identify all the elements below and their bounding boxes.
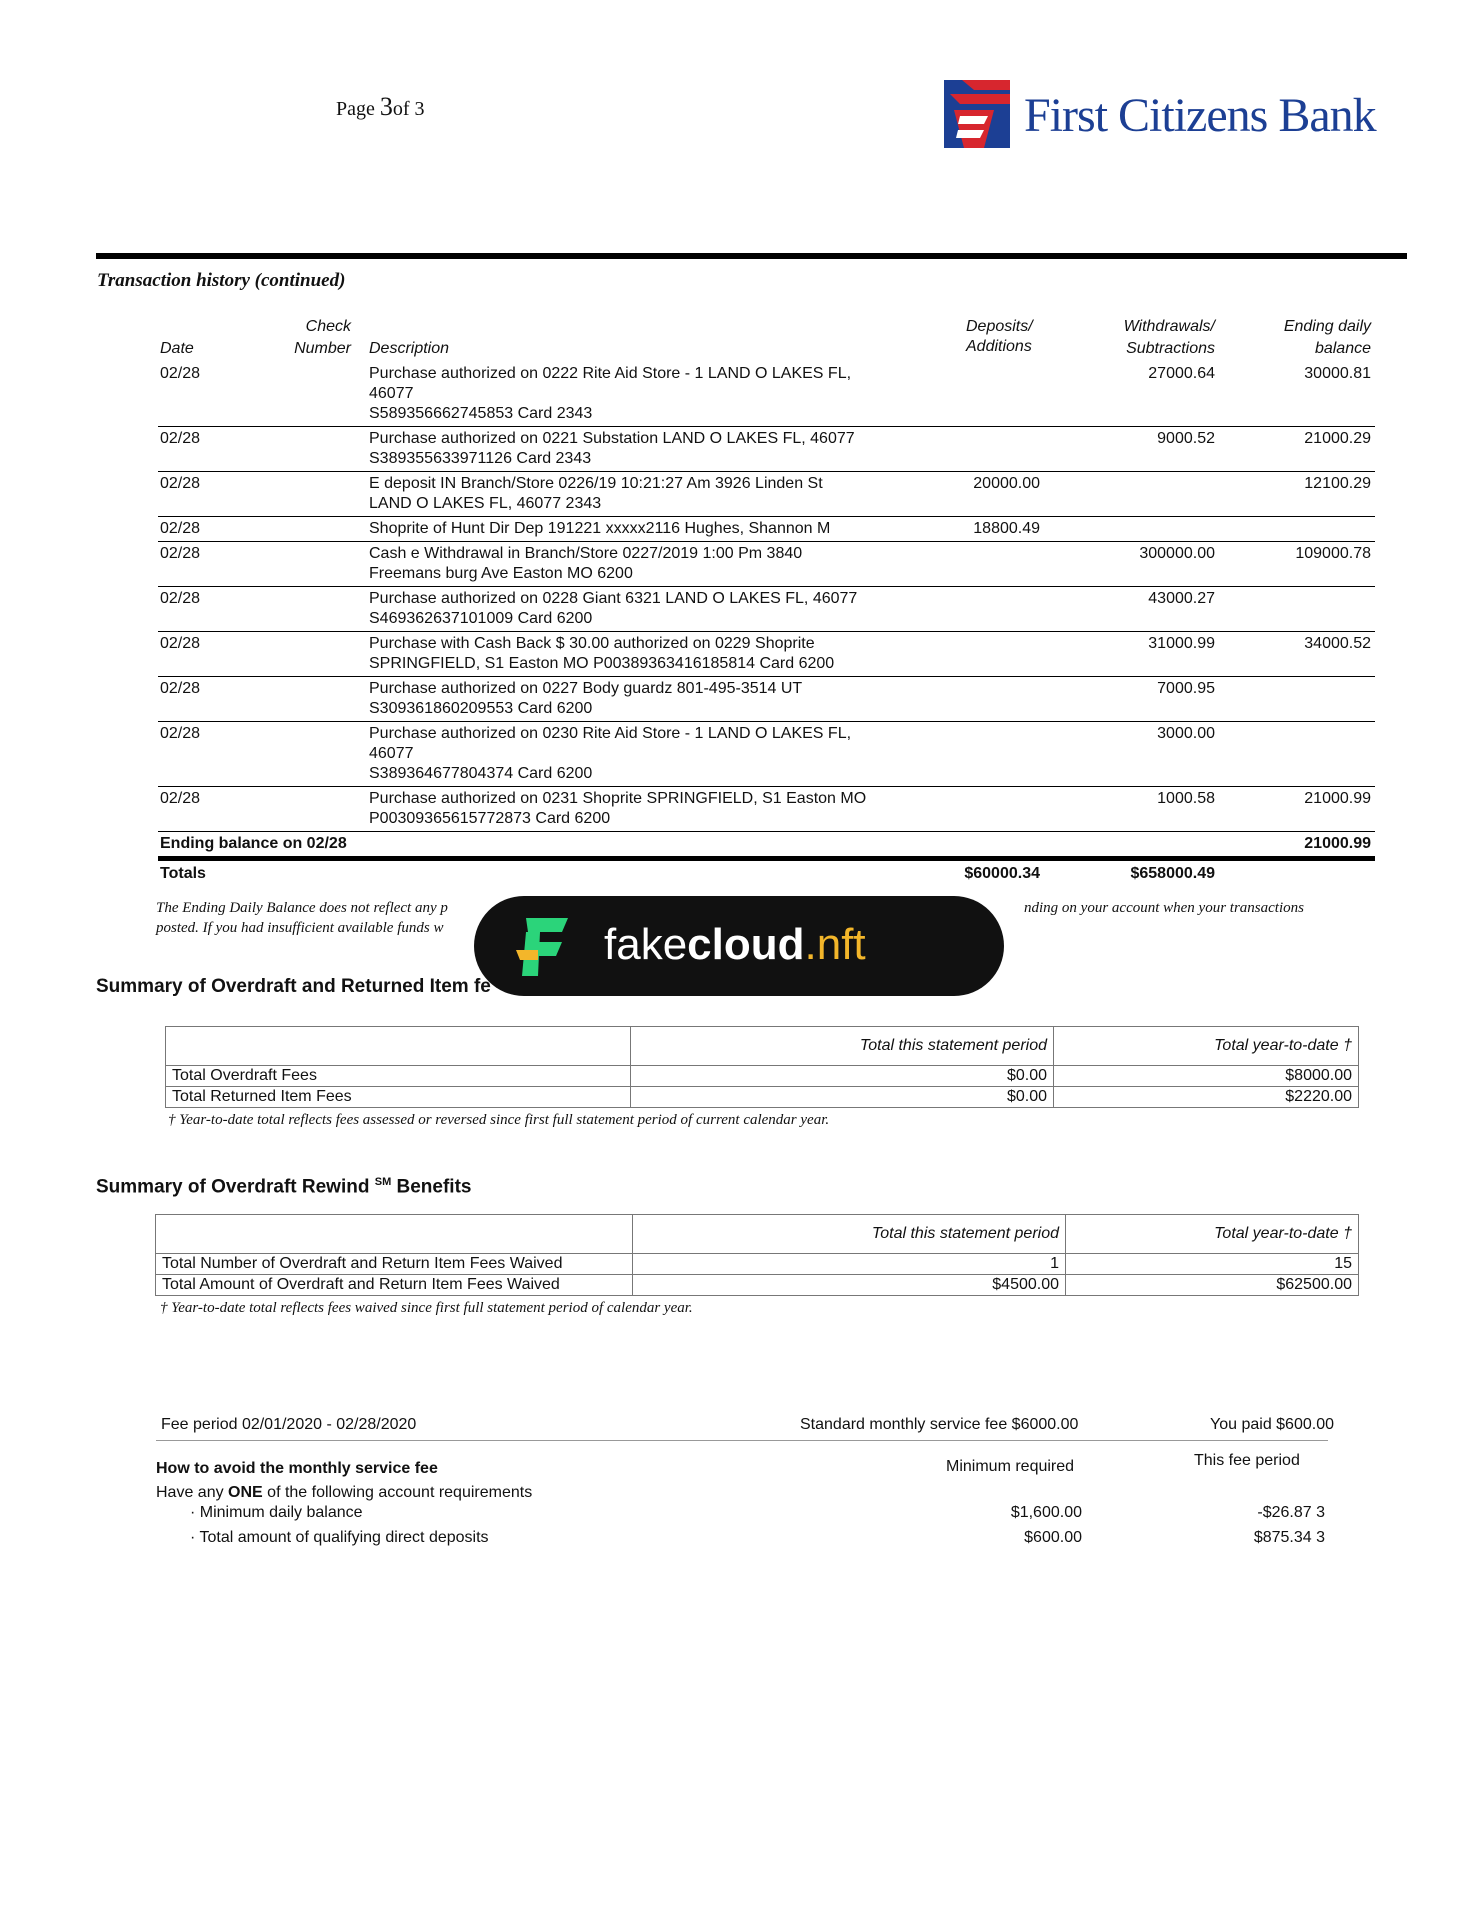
requirement-actual: -$26.87 3 <box>1257 1504 1325 1521</box>
row-description <box>369 427 909 471</box>
description-line: S309361860209553 Card 6200 <box>369 700 593 717</box>
bank-logo <box>944 80 1434 156</box>
description-line: P00309365615772873 Card 6200 <box>369 810 611 827</box>
row-ytd: $8000.00 <box>1054 1066 1359 1087</box>
col-withdrawals-2: Subtractions <box>1126 340 1215 357</box>
row-label: Total Amount of Overdraft and Return Item Fees Waived <box>156 1275 633 1296</box>
col-balance-2: balance <box>1314 340 1371 357</box>
row-balance: 21000.29 <box>1304 430 1371 447</box>
description-line: S469362637101009 Card 6200 <box>369 610 593 627</box>
requirement-min: $1,600.00 <box>1010 1504 1082 1521</box>
row-withdrawal: 1000.58 <box>1157 790 1215 807</box>
row-description <box>369 587 909 631</box>
row-balance: 12100.29 <box>1304 475 1371 492</box>
row-date: 02/28 <box>160 430 201 447</box>
row-period: 1 <box>633 1254 1066 1275</box>
description-line: 46077 <box>369 385 414 402</box>
row-description <box>369 472 909 516</box>
table-row <box>158 587 1375 632</box>
requirement-min: $600.00 <box>1024 1529 1082 1546</box>
totals-deposits: $60000.34 <box>964 865 1040 882</box>
row-period: $0.00 <box>631 1087 1054 1108</box>
fakecloud-logo-icon <box>516 916 572 978</box>
description-line: Purchase authorized on 0228 Giant 6321 LAND O LAKES FL, 46077 <box>369 590 858 607</box>
col-check-2: Number <box>294 340 351 357</box>
table-row <box>156 1275 1359 1296</box>
ending-balance-row <box>158 832 1375 861</box>
page-number-label: Page 3of 3 <box>336 92 425 121</box>
col-description: Description <box>369 340 450 357</box>
description-line: Cash e Withdrawal in Branch/Store 0227/2019 1:00 Pm 3840 <box>369 545 803 562</box>
row-description <box>369 542 909 586</box>
col-date: Date <box>160 340 194 357</box>
row-date: 02/28 <box>160 545 201 562</box>
requirement-actual: $875.34 3 <box>1253 1529 1325 1546</box>
table-row <box>158 542 1375 587</box>
totals-withdrawals: $658000.49 <box>1130 865 1215 882</box>
fee-divider <box>156 1440 1328 1441</box>
description-line: Purchase authorized on 0221 Substation LAND O LAKES FL, 46077 <box>369 430 855 447</box>
table-row <box>158 677 1375 722</box>
row-label: Total Overdraft Fees <box>166 1066 631 1087</box>
row-period: $0.00 <box>631 1066 1054 1087</box>
row-ytd: $2220.00 <box>1054 1087 1359 1108</box>
overdraft-summary-title: Summary of Overdraft and Returned Item fe <box>96 976 491 997</box>
avoid-fee-title: How to avoid the monthly service fee <box>156 1460 438 1477</box>
row-withdrawal: 43000.27 <box>1148 590 1215 607</box>
this-period-header: This fee period <box>1194 1452 1300 1469</box>
col-period: Total this statement period <box>631 1027 1054 1066</box>
table-row <box>158 472 1375 517</box>
description-line: S389364677804374 Card 6200 <box>369 765 593 782</box>
row-period: $4500.00 <box>633 1275 1066 1296</box>
blank-header <box>156 1215 633 1254</box>
table-row <box>158 632 1375 677</box>
row-date: 02/28 <box>160 475 201 492</box>
rewind-summary-note: † Year-to-date total reflects fees waived since first full statement period of calendar year. <box>160 1300 693 1316</box>
row-deposit: 20000.00 <box>973 475 1040 492</box>
rewind-summary-table <box>155 1214 1359 1296</box>
row-ytd: $62500.00 <box>1066 1275 1359 1296</box>
requirement-label: · Total amount of qualifying direct deposits <box>190 1529 489 1546</box>
description-line: Shoprite of Hunt Dir Dep 191221 xxxxx2116 Hughes, Shannon M <box>369 520 831 537</box>
row-description <box>369 362 909 426</box>
row-balance: 30000.81 <box>1304 365 1371 382</box>
col-balance-1: Ending daily <box>1283 318 1371 335</box>
requirements-intro: Have any ONE of the following account requirements <box>156 1484 533 1501</box>
row-withdrawal: 3000.00 <box>1157 725 1215 742</box>
overdraft-summary-note: † Year-to-date total reflects fees assessed or reversed since first full statement period of current calendar year. <box>168 1112 830 1128</box>
row-withdrawal: 27000.64 <box>1148 365 1215 382</box>
row-withdrawal: 7000.95 <box>1157 680 1215 697</box>
table-row <box>158 427 1375 472</box>
table-row <box>158 787 1375 832</box>
row-date: 02/28 <box>160 725 201 742</box>
row-description <box>369 787 909 831</box>
table-row <box>158 517 1375 542</box>
description-line: Purchase authorized on 0230 Rite Aid Store - 1 LAND O LAKES FL, <box>369 725 852 742</box>
row-date: 02/28 <box>160 635 201 652</box>
description-line: Purchase with Cash Back $ 30.00 authorized on 0229 Shoprite <box>369 635 815 652</box>
row-balance: 21000.99 <box>1304 790 1371 807</box>
overdraft-summary-table <box>165 1026 1359 1108</box>
row-withdrawal: 300000.00 <box>1139 545 1215 562</box>
row-description <box>369 632 909 676</box>
ending-balance-label: Ending balance on 02/28 <box>160 835 347 852</box>
row-date: 02/28 <box>160 680 201 697</box>
description-line: S589356662745853 Card 2343 <box>369 405 593 422</box>
col-deposits-2: Additions <box>966 338 1032 355</box>
col-check-1: Check <box>305 318 351 335</box>
fee-paid: You paid $600.00 <box>1210 1416 1334 1433</box>
description-line: Purchase authorized on 0231 Shoprite SPRINGFIELD, S1 Easton MO <box>369 790 867 807</box>
totals-label: Totals <box>160 865 206 882</box>
row-date: 02/28 <box>160 590 201 607</box>
description-line: Freemans burg Ave Easton MO 6200 <box>369 565 633 582</box>
description-line: Purchase authorized on 0227 Body guardz 801-495-3514 UT <box>369 680 803 697</box>
watermark-banner <box>474 896 1004 996</box>
blank-header <box>166 1027 631 1066</box>
row-description <box>369 677 909 721</box>
totals-row <box>158 861 1375 889</box>
col-period: Total this statement period <box>633 1215 1066 1254</box>
table-row <box>166 1087 1359 1108</box>
transaction-table-header <box>158 316 1375 362</box>
col-ytd: Total year-to-date † <box>1066 1215 1359 1254</box>
transaction-history-title: Transaction history (continued) <box>97 270 346 291</box>
row-label: Total Number of Overdraft and Return Item Fees Waived <box>156 1254 633 1275</box>
bank-flag-icon <box>944 80 1010 148</box>
row-date: 02/28 <box>160 520 201 537</box>
row-balance: 109000.78 <box>1295 545 1371 562</box>
row-balance: 34000.52 <box>1304 635 1371 652</box>
row-withdrawal: 9000.52 <box>1157 430 1215 447</box>
transaction-table <box>158 316 1375 889</box>
row-date: 02/28 <box>160 790 201 807</box>
rewind-summary-title: Summary of Overdraft Rewind ℠ Benefits <box>96 1176 472 1198</box>
description-line: LAND O LAKES FL, 46077 2343 <box>369 495 602 512</box>
transaction-rows <box>158 362 1375 832</box>
note-line1-left: The Ending Daily Balance does not reflect any p <box>156 900 448 916</box>
description-line: Purchase authorized on 0222 Rite Aid Store - 1 LAND O LAKES FL, <box>369 365 852 382</box>
col-ytd: Total year-to-date † <box>1054 1027 1359 1066</box>
table-row <box>158 722 1375 787</box>
standard-fee: Standard monthly service fee $6000.00 <box>800 1416 1079 1433</box>
requirement-label: · Minimum daily balance <box>190 1504 363 1521</box>
table-row <box>156 1254 1359 1275</box>
ending-balance-value: 21000.99 <box>1304 835 1371 852</box>
row-ytd: 15 <box>1066 1254 1359 1275</box>
description-line: 46077 <box>369 745 414 762</box>
row-description <box>369 517 909 541</box>
watermark-text: fakecloud.nft <box>604 920 866 969</box>
header-divider <box>96 253 1407 259</box>
description-line: E deposit IN Branch/Store 0226/19 10:21:27 Am 3926 Linden St <box>369 475 823 492</box>
table-row <box>158 362 1375 427</box>
row-label: Total Returned Item Fees <box>166 1087 631 1108</box>
col-deposits-1: Deposits/ <box>966 318 1033 335</box>
table-row <box>166 1066 1359 1087</box>
row-deposit: 18800.49 <box>973 520 1040 537</box>
bank-name: First Citizens Bank <box>1024 89 1376 142</box>
description-line: SPRINGFIELD, S1 Easton MO P00389363416185814 Card 6200 <box>369 655 835 672</box>
row-date: 02/28 <box>160 365 201 382</box>
row-description <box>369 722 909 786</box>
note-line1-right: nding on your account when your transactions <box>1024 900 1304 916</box>
note-line2: posted. If you had insufficient available funds w <box>156 920 444 936</box>
row-withdrawal: 31000.99 <box>1148 635 1215 652</box>
col-withdrawals-1: Withdrawals/ <box>1123 318 1215 335</box>
description-line: S389355633971126 Card 2343 <box>369 450 592 467</box>
min-required-header: Minimum required <box>946 1458 1075 1475</box>
fee-period: Fee period 02/01/2020 - 02/28/2020 <box>161 1416 417 1433</box>
